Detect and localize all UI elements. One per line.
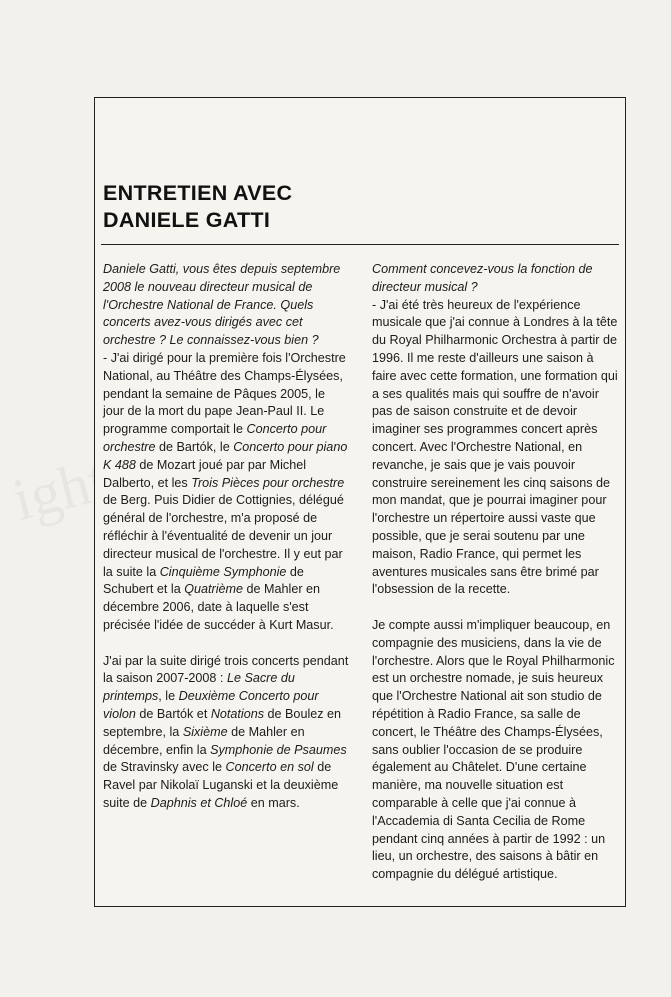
title-line-1: ENTRETIEN AVEC — [103, 181, 293, 205]
paragraph: Daniele Gatti, vous êtes depuis septembre 2008 le nouveau directeur musical de l'Orchestre National de France. Quels concerts avez-vous dirigés avec cet orchestre ? Le connaissez-vous bien ? - J'ai dirigé pour la première fois l'Orchestre National, au Théâtre des Champs-Élysées, pendant la semaine de Pâques 2005, le jour de la mort du pape Jean-Paul II. Le programme comportait le Concerto pour orchestre de Bartók, le Concerto pour piano K 488 de Mozart joué par par Michel Dalberto, et les Trois Pièces pour orchestre de Berg. Puis Didier de Cottignies, délégué général de l'orchestre, m'a proposé de réfléchir à l'éventualité de devenir un jour directeur musical de l'orchestre. Il y eut par la suite la Cinquième Symphonie de Schubert et la Quatrième de Mahler en décembre 2006, date à laquelle s'est précisée l'idée de succéder à Kurt Masur. — [103, 262, 348, 632]
title-divider — [101, 244, 619, 245]
article-title — [103, 180, 292, 234]
interview-question: Daniele Gatti, vous êtes depuis septembre 2008 le nouveau directeur musical de l'Orchestre National de France. Quels concerts avez-vous dirigés avec cet orchestre ? Le connaissez-vous bien ? — [103, 262, 341, 348]
paragraph: Je compte aussi m'impliquer beaucoup, en compagnie des musiciens, dans la vie de l'orchestre. Alors que le Royal Philharmonic est un orchestre nomade, je suis heureux que l'Orchestre National ait son studio de répétition à Radio France, sa salle de concert, le Théâtre des Champs-Élysées, sans oublier l'occasion de se produire également au Châtelet. D'une certaine manière, ma nouvelle situation est comparable à celle que j'ai connue à l'Accademia di Santa Cecilia de Rome pendant cinq années à partir de 1992 : un lieu, un orchestre, des saisons à bâtir en compagnie du délégué artistique. — [372, 617, 615, 882]
paragraph: Comment concevez-vous la fonction de directeur musical ? - J'ai été très heureux de l'expérience musicale que j'ai connue à Londres à la tête du Royal Philharmonic Orchestra à partir de 1996. Il me reste d'ailleurs une saison à faire avec cette formation, une formation qui a ses qualités mais qui souffre de n'avoir pas de saison construite et de devoir imaginer ses programmes concert après concert. Avec l'Orchestre National, en revanche, je sais que je vais pouvoir construire sereinement les cinq saisons de mon mandat, que je pourrai imaginer pour l'orchestre un répertoire aussi vaste que possible, que je serai soutenu par une maison, Radio France, qui permet les aventures musicales sans être brimé par l'obsession de la recette. — [372, 262, 618, 597]
title-line-2: DANIELE GATTI — [103, 208, 271, 232]
article-frame — [94, 97, 626, 907]
right-column — [372, 261, 618, 884]
interview-question: Comment concevez-vous la fonction de directeur musical ? — [372, 262, 593, 294]
left-column — [103, 261, 349, 813]
paragraph: J'ai par la suite dirigé trois concerts pendant la saison 2007-2008 : Le Sacre du printemps, le Deuxième Concerto pour violon de Bartók et Notations de Boulez en septembre, la Sixième de Mahler en décembre, enfin la Symphonie de Psaumes de Stravinsky avec le Concerto en sol de Ravel par Nikolaï Luganski et la deuxième suite de Daphnis et Chloé en mars. — [103, 653, 349, 810]
